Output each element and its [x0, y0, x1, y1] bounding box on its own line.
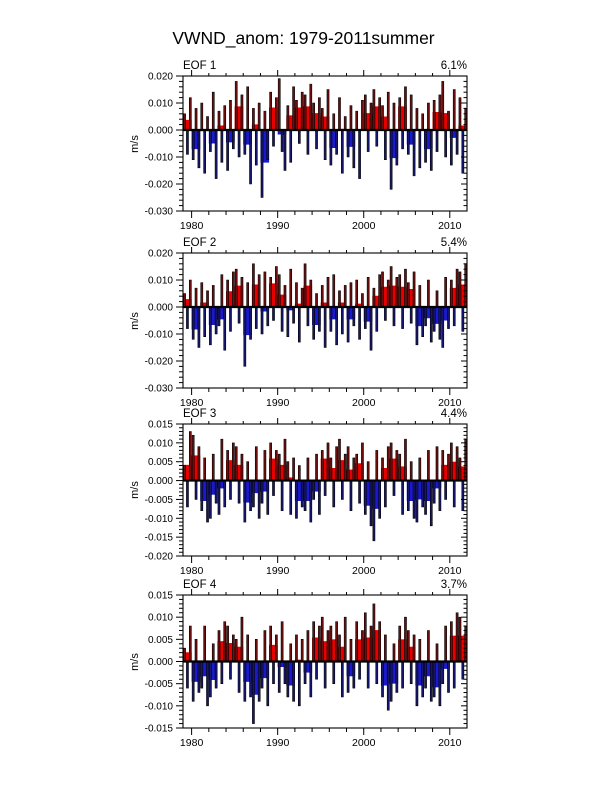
panel3-eof-label: EOF 3 — [183, 408, 217, 420]
x-tick-label: 1990 — [265, 220, 290, 232]
panel4-eof-label: EOF 4 — [183, 579, 217, 591]
y-tick-label: -0.015 — [144, 723, 173, 735]
x-tick-label: 1980 — [179, 737, 204, 749]
y-tick-label: -0.020 — [144, 356, 173, 368]
panel-1-plot — [145, 70, 467, 232]
y-tick-label: -0.020 — [144, 551, 173, 563]
y-tick-label: 0.015 — [147, 590, 173, 602]
x-tick-label: 1990 — [265, 565, 290, 577]
y-tick-label: 0.000 — [147, 125, 173, 137]
y-tick-label: 0.000 — [147, 476, 173, 488]
panel3-variance-label: 4.4% — [440, 408, 467, 420]
negative-spikes — [186, 130, 463, 198]
y-tick-label: -0.005 — [144, 494, 173, 506]
y-tick-label: -0.005 — [144, 679, 173, 691]
negative-spikes — [186, 307, 463, 366]
y-tick-label: 0.010 — [147, 275, 173, 287]
y-tick-label: 0.005 — [147, 634, 173, 646]
x-tick-label: 2010 — [438, 565, 462, 577]
y-tick-label: 0.000 — [147, 657, 173, 668]
panel3-y-axis-label: m/s — [129, 481, 141, 499]
chart-title: VWND_anom: 1979-2011summer — [172, 28, 435, 48]
y-tick-label: -0.010 — [144, 152, 173, 164]
x-tick-label: 1990 — [265, 737, 290, 749]
y-tick-label: 0.010 — [147, 98, 173, 110]
x-tick-label: 2000 — [352, 565, 376, 577]
x-tick-label: 2000 — [352, 220, 376, 232]
y-tick-label: -0.010 — [144, 701, 173, 713]
y-tick-label: 0.000 — [147, 302, 173, 314]
x-tick-label: 2000 — [352, 737, 376, 749]
panel1-variance-label: 6.1% — [440, 60, 467, 72]
y-tick-label: 0.020 — [147, 71, 173, 83]
panel4-y-axis-label: m/s — [129, 652, 141, 671]
panel-4-plot — [145, 589, 467, 749]
y-tick-label: 0.020 — [147, 248, 173, 260]
panel1-y-axis-label: m/s — [129, 134, 141, 153]
positive-spikes — [184, 264, 467, 307]
y-tick-label: -0.030 — [144, 383, 173, 395]
y-tick-label: 0.010 — [147, 438, 173, 450]
x-tick-label: 2000 — [352, 397, 376, 409]
y-tick-label: -0.015 — [144, 532, 173, 544]
x-tick-label: 2010 — [438, 737, 462, 749]
panel2-variance-label: 5.4% — [440, 237, 467, 249]
negative-spikes — [186, 662, 463, 724]
y-tick-label: -0.010 — [144, 513, 173, 525]
x-tick-label: 1980 — [179, 397, 204, 409]
y-tick-label: -0.030 — [144, 206, 173, 218]
panel-2-plot — [145, 247, 467, 409]
panel-3-plot — [145, 418, 467, 577]
x-tick-label: 1990 — [265, 397, 290, 409]
panel2-y-axis-label: m/s — [129, 311, 141, 330]
x-tick-label: 2010 — [438, 397, 462, 409]
x-tick-label: 2010 — [438, 220, 462, 232]
panel2-eof-label: EOF 2 — [183, 237, 217, 249]
negative-spikes — [186, 481, 463, 541]
y-tick-label: -0.010 — [144, 329, 173, 341]
y-tick-label: -0.020 — [144, 179, 173, 191]
panel4-variance-label: 3.7% — [440, 579, 467, 591]
x-tick-label: 1980 — [179, 220, 204, 232]
y-tick-label: 0.005 — [147, 457, 173, 469]
x-tick-label: 1980 — [179, 565, 204, 577]
y-tick-label: 0.010 — [147, 612, 173, 624]
y-tick-label: 0.015 — [147, 419, 173, 431]
panel1-eof-label: EOF 1 — [183, 60, 217, 72]
